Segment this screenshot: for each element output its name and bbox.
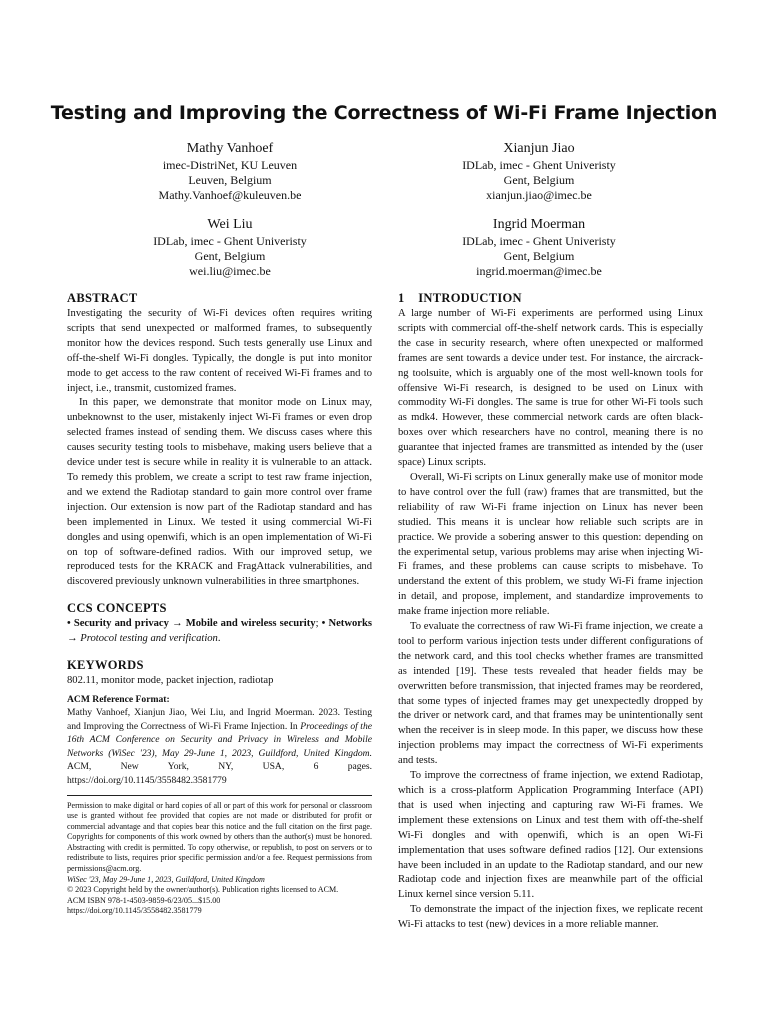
author-email: xianjun.jiao@imec.be: [486, 188, 592, 203]
ccs-term: Mobile and wireless security: [185, 618, 316, 630]
doi-line: https://doi.org/10.1145/3558482.3581779: [67, 906, 202, 916]
keywords-text: 802.11, monitor mode, packet injection, radiotap: [67, 675, 274, 687]
intro-paragraph: To improve the correctness of frame injection, we extend Radiotap, which is a cross-platform Application Programming Interface (API) that is used when injecting and capturing raw Wi-Fi frames. We implement these extensions on Linux and test them with off-the-shelf Wi-Fi dongles and with openwifi, which is an open Wi-Fi implementation that uses software defined radios [12]. Our extensions have been included in an update to the Radiotap standard, and our new Radiotap code and injection fixes are meanwhile part of the official Linux kernel since version 5.11.: [398, 770, 703, 901]
paper-title: Testing and Improving the Correctness of Wi-Fi Frame Injection: [50, 102, 718, 124]
intro-paragraph: To demonstrate the impact of the injection fixes, we replicate recent Wi-Fi attacks to test (new) devices in a more reliable manner.: [398, 904, 703, 931]
author-block: [80, 216, 380, 280]
ccs-heading: CCS CONCEPTS: [67, 601, 167, 616]
intro-paragraph: To evaluate the correctness of raw Wi-Fi frame injection, we create a tool to perform various injection tests under different configurations of the network card, and this tool checks whether frames are transmitted as intended [19]. These tests revealed that header fields may be overwritten before transmission, that injected frames may be reordered, that some types of injected frames may get unexpectedly dropped by the driver or network card, and that frames may be unintentionally sent when the receiver is in sleep mode. In this paper, we discuss how these injection problems may impact the correctness of Wi-Fi experiments and tests.: [398, 621, 703, 767]
author-block: [80, 140, 380, 204]
reference-doi: ACM, New York, NY, USA, 6 pages. https://doi.org/10.1145/3558482.3581779: [67, 761, 372, 786]
keywords-heading: KEYWORDS: [67, 658, 144, 673]
ccs-arrow: →: [67, 633, 81, 645]
author-affiliation: imec-DistriNet, KU Leuven: [162, 158, 298, 172]
author-location: Gent, Belgium: [503, 249, 575, 264]
author-block: [389, 216, 689, 280]
author-block: [389, 140, 689, 204]
left-column: [67, 289, 372, 917]
permission-notice: [67, 801, 372, 918]
author-affiliation: IDLab, imec - Ghent Univeristy: [462, 234, 616, 248]
isbn-line: ACM ISBN 978-1-4503-9859-6/23/05...$15.00: [67, 895, 221, 905]
intro-paragraph: A large number of Wi-Fi experiments are performed using Linux scripts with commercial off-the-shelf network cards. This is especially the case in security research, where often unexpected or malformed frames are sent towards a device under test. For instance, the aircrack-ng toolsuite, which is arguably one of the most well-known tools for offensive Wi-Fi research, is designed to be used on Linux with commodity Wi-Fi dongles. The same is true for other Wi-Fi tools such as mdk4. However, these commercial network cards are often black-boxes over which researchers have no control, meaning there is no guarantee that injected frames are transmitted as intended by the (user space) Linux scripts.: [398, 308, 703, 469]
ccs-term: Protocol testing and verification: [80, 633, 218, 645]
author-name: Mathy Vanhoef: [186, 141, 274, 156]
right-column: [398, 289, 703, 933]
reference-text: [67, 706, 372, 788]
author-affiliation: IDLab, imec - Ghent Univeristy: [462, 158, 616, 172]
ccs-concepts: [67, 617, 372, 647]
ccs-term: • Networks: [321, 618, 372, 630]
author-name: Xianjun Jiao: [503, 141, 575, 156]
abstract-paragraph: In this paper, we demonstrate that monitor mode on Linux may, unbeknownst to the user, mistakenly inject Wi-Fi frames or even drop selected frames instead of sending them. We discuss cases where this causes security testing tools to misbehave, making users believe that a device under test is secure while in reality it is vulnerable to an attack. To remedy this problem, we create a script to test raw frame injection, and we extend the Radiotap standard to gain more control over frame injection. Our extension is now part of the Radiotap standard and has been implemented in Linux. We tested it using commercial Wi-Fi dongles and using openwifi, which is an open implementation of Wi-Fi on top of software-defined radios. With our improved setup, we reproduced tests for the KRACK and FragAttack vulnerabilities, and discovered previously unknown vulnerabilities in three smartphones.: [67, 397, 372, 588]
author-email: ingrid.moerman@imec.be: [476, 264, 602, 279]
conference-line: WiSec '23, May 29-June 1, 2023, Guildford, United Kingdom: [67, 874, 265, 884]
abstract-heading: ABSTRACT: [67, 291, 138, 305]
author-affiliation: IDLab, imec - Ghent Univeristy: [153, 234, 307, 248]
introduction-heading: 1 INTRODUCTION: [398, 291, 522, 305]
intro-paragraph: Overall, Wi-Fi scripts on Linux generally make use of monitor mode to have control over the full (raw) frames that are transmitted, but the reliability of raw Wi-Fi frame injection on Linux has never been studied. This means it is unclear how reliable such scripts are in practice. We provide a sobering answer to this question: depending on the experimental setup, various problems may arise when injecting Wi-Fi frames, and these problems can cause scripts to misbehave. To understand the extent of this problem, we study Wi-Fi frame injection in detail, and propose, implement, and standardize improvements to make frame injection more reliable.: [398, 471, 703, 618]
ccs-end: .: [217, 633, 221, 645]
ccs-term: • Security and privacy: [67, 618, 169, 630]
author-name: Ingrid Moerman: [492, 217, 586, 232]
ccs-separator: ;: [315, 618, 322, 630]
permission-text: Permission to make digital or hard copies of all or part of this work for personal or classroom use is granted without fee provided that copies are not made or distributed for profit or commercial advantage and that copies bear this notice and the full citation on the first page. Copyrights for components of this work owned by others than the author(s) must be honored. Abstracting with credit is permitted. To copy otherwise, or republish, to post on servers or to redistribute to lists, requires prior specific permission and/or a fee. Request permissions from permissions@acm.org.: [67, 800, 372, 874]
abstract-paragraph: Investigating the security of Wi-Fi devices often requires writing scripts that send unexpected or malformed frames, to subsequently monitor how the devices respond. Such tests generally use Linux and off-the-shelf Wi-Fi dongles. Typically, the dongle is put into monitor mode to get access to the raw content of received Wi-Fi frames and to inject, i.e., transmit, customized frames.: [67, 308, 372, 394]
ccs-arrow: →: [168, 618, 186, 630]
author-email: wei.liu@imec.be: [189, 264, 271, 279]
author-name: Wei Liu: [207, 217, 253, 232]
author-email: Mathy.Vanhoef@kuleuven.be: [158, 188, 302, 203]
reference-heading: ACM Reference Format:: [67, 693, 170, 705]
copyright-line: © 2023 Copyright held by the owner/author(s). Publication rights licensed to ACM.: [67, 885, 339, 895]
author-location: Gent, Belgium: [503, 173, 575, 188]
author-location: Gent, Belgium: [194, 249, 266, 264]
author-location: Leuven, Belgium: [188, 173, 272, 188]
reference-venue: Proceedings of the 16th ACM Conference on Security and Privacy in Wireless and Mobile Networks (WiSec '23), May 29-June 1, 2023, Guildford, United Kingdom.: [67, 720, 372, 759]
reference-authors: Mathy Vanhoef, Xianjun Jiao, Wei Liu, and Ingrid Moerman. 2023. Testing and Improving the Correctness of Wi-Fi Frame Injection. In: [67, 706, 372, 732]
footnote-rule: [67, 795, 372, 796]
